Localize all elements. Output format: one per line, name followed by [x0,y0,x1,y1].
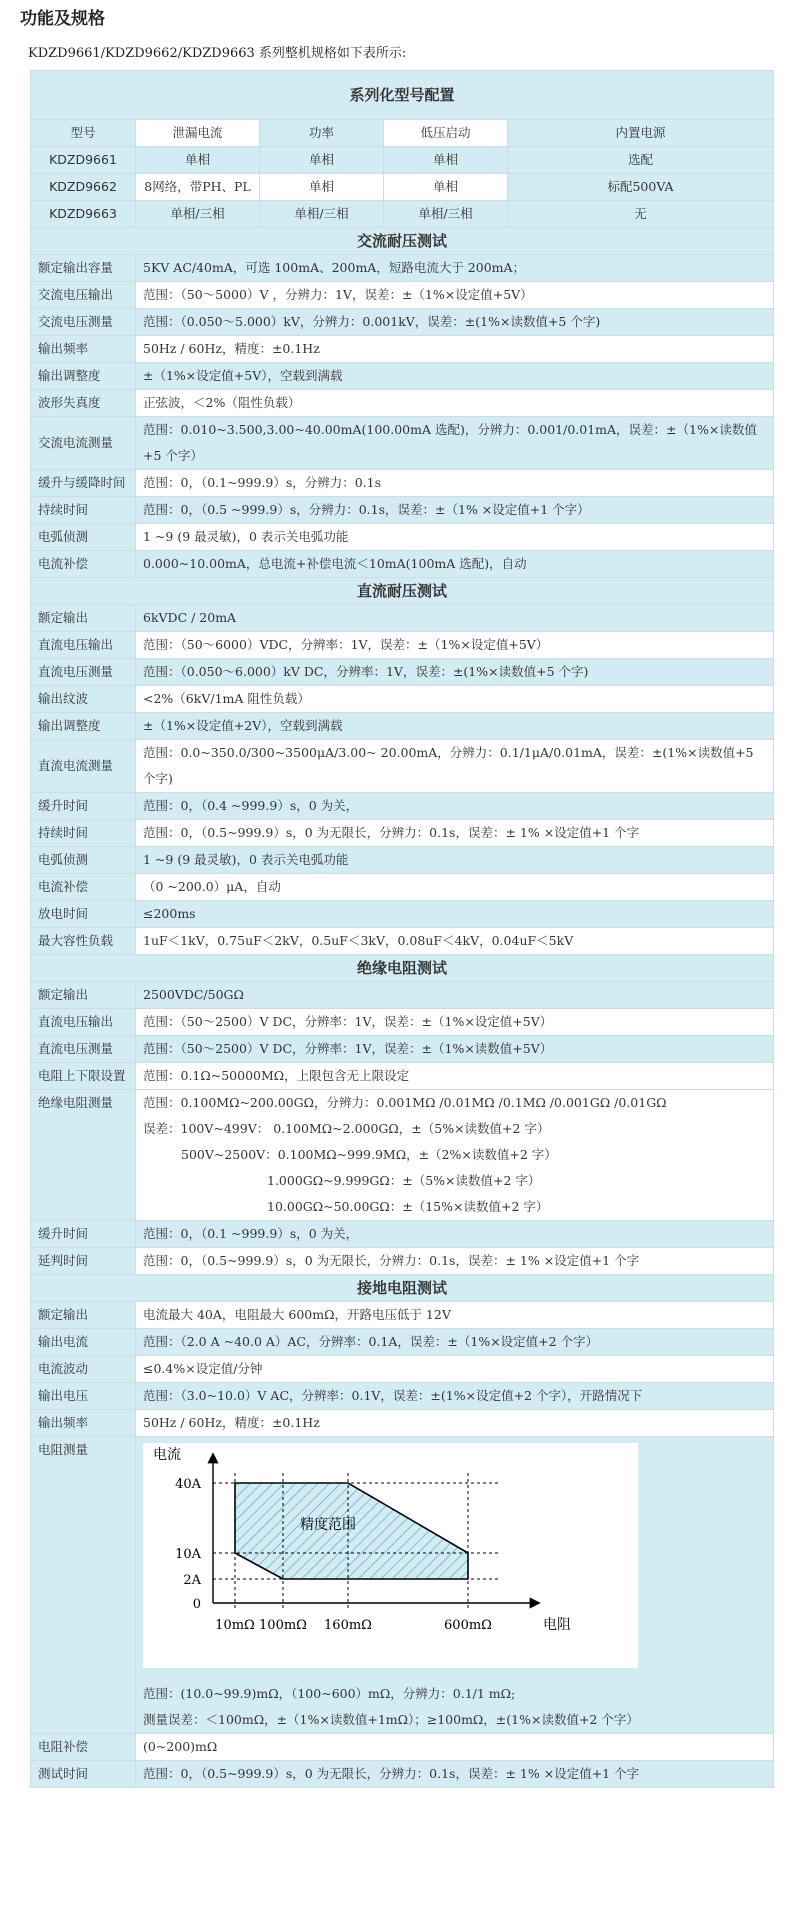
spec-row [31,282,774,309]
spec-row [31,1734,774,1761]
spec-row [31,874,774,901]
ground-measure-row [31,1437,774,1734]
config-cell: 标配500VA [508,174,774,201]
config-cell: 单相/三相 [136,201,260,228]
spec-row [31,847,774,874]
x-tick-label: 10mΩ [215,1618,255,1633]
ir-measure-value [136,1090,774,1221]
config-cell: 单相/三相 [260,201,384,228]
spec-table [30,70,774,1788]
ir-measure-line: 误差：100V~499V： 0.100MΩ~2.000GΩ，±（5%×读数值+2 字） [143,1121,550,1136]
spec-row [31,1063,774,1090]
config-cell: 8网络，带PH、PL [136,174,260,201]
config-cell: 无 [508,201,774,228]
spec-row [31,793,774,820]
spec-row [31,928,774,955]
config-row [31,174,774,201]
config-cell: 选配 [508,147,774,174]
spec-label: 最大容性负载 [31,928,136,955]
region-label: 精度范围 [300,1517,356,1533]
spec-value: 范围：0，（0.1 ~999.9）s，0 为关， [136,1221,774,1248]
config-cell: KDZD9661 [31,147,136,174]
spec-value: 范围：（0.050～5.000）kV，分辨力：0.001kV，误差：±(1%×读数值+5 个字) [136,309,774,336]
spec-value: 50Hz / 60Hz，精度：±0.1Hz [136,336,774,363]
spec-label: 放电时间 [31,901,136,928]
ground-section-header-row [31,1275,774,1302]
spec-label: 输出调整度 [31,713,136,740]
config-cell: 单相 [136,147,260,174]
x-tick-label: 160mΩ [324,1618,372,1633]
y-axis-label: 电流 [153,1447,181,1463]
config-col-header: 内置电源 [508,120,774,147]
config-col-header: 功率 [260,120,384,147]
spec-value: 1 ~9 (9 最灵敏)，0 表示关电弧功能 [136,847,774,874]
x-tick-label: 600mΩ [444,1618,492,1633]
spec-label: 电流波动 [31,1356,136,1383]
spec-value: ±（1%×设定值+2V），空载到满载 [136,713,774,740]
y-tick-label: 10A [175,1547,201,1562]
spec-label: 输出纹波 [31,686,136,713]
spec-label: 电流补偿 [31,551,136,578]
ir-section-header-row [31,955,774,982]
spec-value: 范围：（50～6000）VDC，分辨率：1V，误差：±（1%×设定值+5V） [136,632,774,659]
ir-measure-line: 1.000GΩ~9.999GΩ：±（5%×读数值+2 字） [267,1173,541,1188]
spec-row [31,1036,774,1063]
spec-label: 电流补偿 [31,874,136,901]
spec-label: 直流电压输出 [31,632,136,659]
spec-label: 缓升与缓降时间 [31,470,136,497]
ground-section-title: 接地电阻测试 [31,1275,774,1302]
spec-row [31,551,774,578]
spec-row [31,1302,774,1329]
spec-value: (0~200)mΩ [136,1734,774,1761]
ir-measure-line: 范围：0.100MΩ~200.00GΩ，分辨力：0.001MΩ /0.01MΩ /0.1MΩ /0.001GΩ /0.01GΩ [143,1095,667,1110]
ground-measure-line: 范围：(10.0~99.9)mΩ，（100~600）mΩ，分辨力：0.1/1 mΩ; [143,1686,516,1701]
spec-label: 额定输出 [31,605,136,632]
spec-row [31,524,774,551]
spec-value: 5KV AC/40mA，可选 100mA、200mA，短路电流大于 200mA； [136,255,774,282]
spec-value: ≤0.4%×设定值/分钟 [136,1356,774,1383]
ac-section-title: 交流耐压测试 [31,228,774,255]
page-title: 功能及规格 [20,9,105,29]
spec-value: 范围：（3.0~10.0）V AC，分辨率：0.1V，误差：±(1%×设定值+2 个字），开路情况下 [136,1383,774,1410]
spec-value: 范围：（50～2500）V DC，分辨率：1V，误差：±（1%×读数值+5V） [136,1036,774,1063]
spec-value: 6kVDC / 20mA [136,605,774,632]
dc-section-title: 直流耐压测试 [31,578,774,605]
spec-value: 范围：0，（0.1~999.9）s，分辨力：0.1s [136,470,774,497]
spec-label: 输出电压 [31,1383,136,1410]
spec-value: 50Hz / 60Hz，精度：±0.1Hz [136,1410,774,1437]
spec-value: 范围：（0.050～6.000）kV DC，分辨率：1V，误差：±(1%×读数值+5 个字) [136,659,774,686]
ir-measure-row [31,1090,774,1221]
spec-value: 1uF＜1kV，0.75uF＜2kV，0.5uF＜3kV，0.08uF＜4kV，0.04uF＜5kV [136,928,774,955]
config-col-header: 低压启动 [384,120,508,147]
spec-row [31,605,774,632]
ac-section-header-row [31,228,774,255]
spec-label: 输出电流 [31,1329,136,1356]
config-header-row [31,71,774,120]
config-cell: 单相/三相 [384,201,508,228]
spec-value: 范围：0，（0.4 ~999.9）s，0 为关， [136,793,774,820]
spec-label: 输出频率 [31,1410,136,1437]
ground-measure-value [136,1437,774,1734]
intro-text: KDZD9661/KDZD9662/KDZD9663 系列整机规格如下表所示: [28,46,407,61]
spec-value: 范围：0，（0.5~999.9）s，0 为无限长，分辨力：0.1s，误差：± 1% ×设定值+1 个字 [136,1248,774,1275]
config-cell: 单相 [260,147,384,174]
spec-value: 0.000~10.00mA，总电流+补偿电流＜10mA(100mA 选配)，自动 [136,551,774,578]
spec-row [31,632,774,659]
config-col-header: 泄漏电流 [136,120,260,147]
spec-row [31,497,774,524]
spec-label: 输出频率 [31,336,136,363]
spec-row [31,1248,774,1275]
spec-row [31,1329,774,1356]
spec-label: 延判时间 [31,1248,136,1275]
spec-label: 波形失真度 [31,390,136,417]
spec-row [31,1009,774,1036]
spec-value: 范围：（2.0 A ~40.0 A）AC，分辨率：0.1A，误差：±（1%×设定值+2 个字） [136,1329,774,1356]
spec-label: 交流电压输出 [31,282,136,309]
spec-label: 直流电流测量 [31,740,136,793]
spec-label: 电阻上下限设置 [31,1063,136,1090]
spec-row [31,659,774,686]
spec-label: 额定输出容量 [31,255,136,282]
x-axis-label: 电阻 [543,1617,571,1633]
spec-row [31,901,774,928]
spec-row [31,390,774,417]
spec-row [31,255,774,282]
spec-row [31,417,774,470]
spec-label: 缓升时间 [31,1221,136,1248]
spec-value: 电流最大 40A，电阻最大 600mΩ，开路电压低于 12V [136,1302,774,1329]
spec-label: 直流电压测量 [31,1036,136,1063]
spec-value: 范围：0.0~350.0/300~3500μA/3.00~ 20.00mA，分辨力：0.1/1μA/0.01mA，误差：±(1%×读数值+5 个字) [136,740,774,793]
ir-measure-line: 10.00GΩ~50.00GΩ：±（15%×读数值+2 字） [267,1199,549,1214]
spec-label: 交流电压测量 [31,309,136,336]
spec-value: ±（1%×设定值+5V），空载到满载 [136,363,774,390]
spec-value: <2%（6kV/1mA 阻性负载） [136,686,774,713]
spec-value: （0 ~200.0）μA，自动 [136,874,774,901]
spec-row [31,309,774,336]
spec-row [31,1761,774,1788]
spec-row [31,1410,774,1437]
config-title: 系列化型号配置 [31,71,774,120]
spec-label: 交流电流测量 [31,417,136,470]
y-tick-label: 40A [175,1477,201,1492]
config-col-header: 型号 [31,120,136,147]
spec-label: 测试时间 [31,1761,136,1788]
spec-row [31,820,774,847]
spec-value: 正弦波，＜2%（阻性负载） [136,390,774,417]
config-row [31,201,774,228]
spec-row [31,336,774,363]
spec-row [31,686,774,713]
spec-label: 电阻补偿 [31,1734,136,1761]
spec-label: 绝缘电阻测量 [31,1090,136,1221]
config-cell: 单相 [384,147,508,174]
spec-row [31,713,774,740]
spec-value: 1 ~9 (9 最灵敏)，0 表示关电弧功能 [136,524,774,551]
ground-measure-line: 测量误差：＜100mΩ，±（1%×读数值+1mΩ）；≥100mΩ，±(1%×读数值+2 个字） [143,1712,639,1727]
spec-row [31,1221,774,1248]
spec-label: 电弧侦测 [31,847,136,874]
spec-label: 持续时间 [31,497,136,524]
spec-value: 范围：0，（0.5~999.9）s，0 为无限长，分辨力：0.1s，误差：± 1% ×设定值+1 个字 [136,820,774,847]
y-tick-label: 2A [183,1573,201,1588]
spec-label: 输出调整度 [31,363,136,390]
spec-label: 持续时间 [31,820,136,847]
spec-row [31,982,774,1009]
spec-row [31,470,774,497]
y-tick-label: 0 [192,1597,201,1612]
spec-label: 电阻测量 [31,1437,136,1734]
spec-value: 范围：0，（0.5~999.9）s，0 为无限长，分辨力：0.1s，误差：± 1% ×设定值+1 个字 [136,1761,774,1788]
config-cell: KDZD9662 [31,174,136,201]
spec-row [31,363,774,390]
spec-value: 范围：0.010~3.500,3.00~40.00mA(100.00mA 选配)，分辨力：0.001/0.01mA，误差：±（1%×读数值+5 个字） [136,417,774,470]
spec-label: 电弧侦测 [31,524,136,551]
spec-value: 2500VDC/50GΩ [136,982,774,1009]
spec-value: 范围：0，（0.5 ~999.9）s，分辨力：0.1s，误差：±（1% ×设定值+1 个字） [136,497,774,524]
spec-label: 直流电压输出 [31,1009,136,1036]
ir-measure-line: 500V~2500V：0.100MΩ~999.9MΩ，±（2%×读数值+2 字） [181,1147,557,1162]
spec-value: 范围：（50～2500）V DC，分辨率：1V，误差：±（1%×设定值+5V） [136,1009,774,1036]
config-header [31,120,774,147]
spec-value: 范围：0.1Ω~50000MΩ，上限包含无上限设定 [136,1063,774,1090]
spec-label: 缓升时间 [31,793,136,820]
spec-row [31,1356,774,1383]
spec-value: ≤200ms [136,901,774,928]
config-cell: 单相 [260,174,384,201]
ir-section-title: 绝缘电阻测试 [31,955,774,982]
spec-row [31,740,774,793]
spec-label: 额定输出 [31,982,136,1009]
dc-section-header-row [31,578,774,605]
config-cell: 单相 [384,174,508,201]
spec-value: 范围：（50～5000）V ，分辨力：1V，误差：±（1%×设定值+5V） [136,282,774,309]
x-tick-label: 100mΩ [259,1618,307,1633]
config-cell: KDZD9663 [31,201,136,228]
spec-label: 直流电压测量 [31,659,136,686]
spec-label: 额定输出 [31,1302,136,1329]
accuracy-chart [143,1443,638,1668]
spec-row [31,1383,774,1410]
config-row [31,147,774,174]
